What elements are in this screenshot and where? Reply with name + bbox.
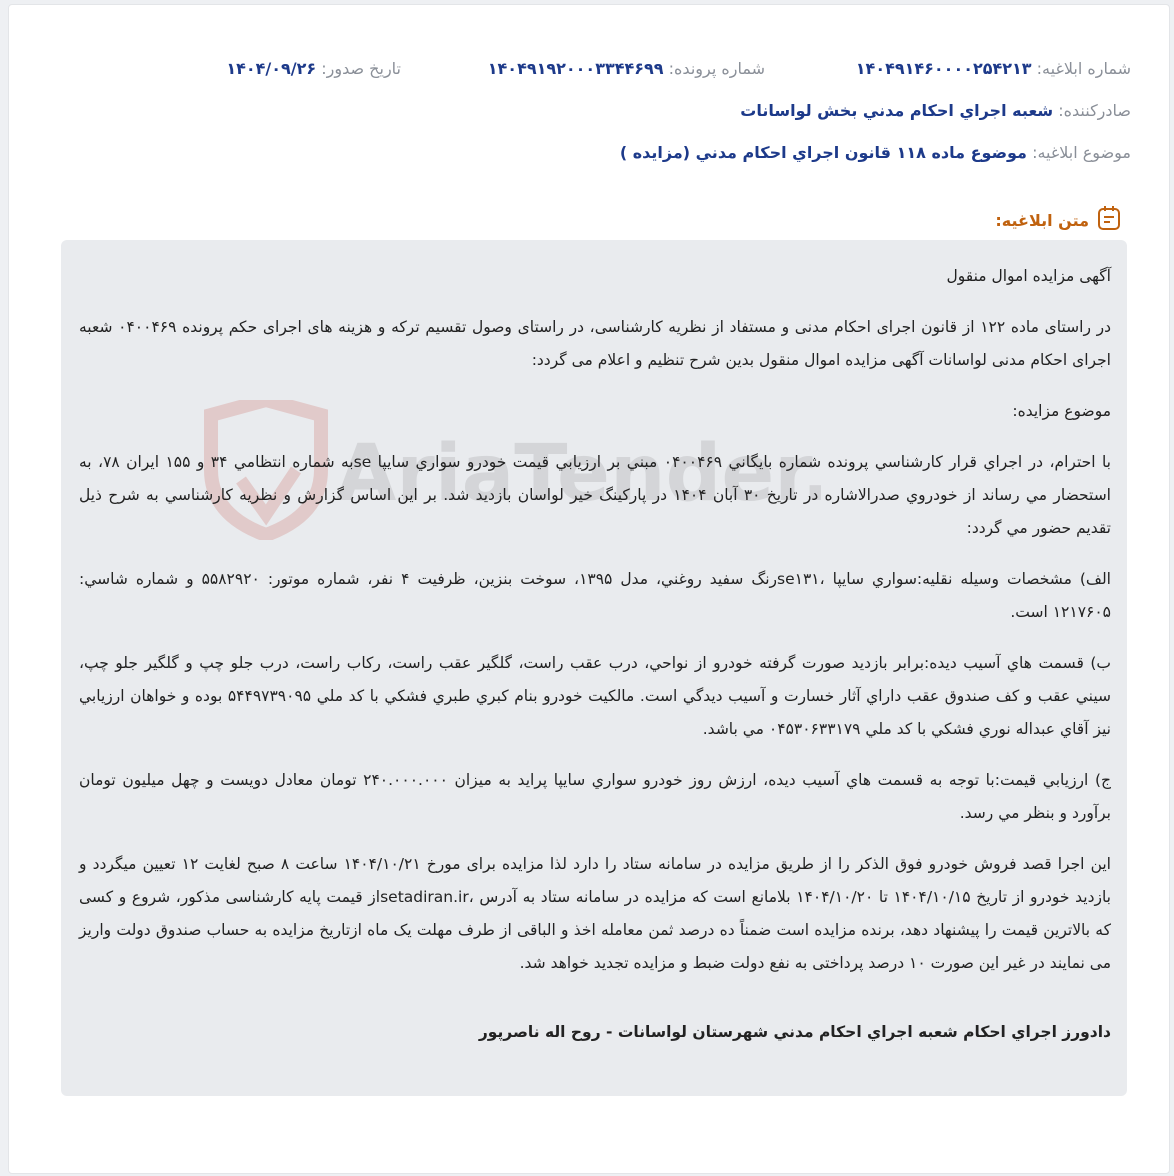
case-number-value: ۱۴۰۴۹۱۹۲۰۰۰۳۳۴۴۶۹۹ bbox=[487, 59, 664, 78]
issuer bbox=[740, 101, 1131, 120]
notice-text bbox=[79, 260, 1111, 1067]
notice-paragraph: موضوع مزایده: bbox=[1012, 402, 1111, 420]
notice-paragraph: این اجرا قصد فروش خودرو فوق الذکر را از طریق مزایده در سامانه ستاد را دارد لذا مزایده برای مورخ ۱۴۰۴/۱۰/۲۱ ساعت ۸ صبح لغایت ۱۲ تعیین میگردد و بازدید خودرو از تاریخ ۱۴۰۴/۱۰/۱۵ تا ۱۴۰۴/۱۰/۲۰ بلامانع است که مزایده در سامانه ستاد به آدرس ،setadiran.irاز قیمت پایه کارشناسی مذکور، شروع و کسی که بالاترین قیمت را پیشنهاد دهد، برنده مزایده است ضمناً ده درصد ثمن معامله اخذ و الباقی از طرف مهلت یک ماه ازتاریخ مزایده به حساب صندوق دولت واریز می نمایند در غیر این صورت ۱۰ درصد پرداختی به نفع دولت ضبط و مزایده تجدید خواهد شد. bbox=[79, 855, 1111, 972]
signature: دادورز اجراي احکام شعبه اجراي احکام مدني شهرستان لواسانات - روح اله ناصرپور bbox=[478, 1023, 1111, 1041]
svg-text:AriaTender.net: AriaTender bbox=[336, 429, 802, 519]
section-title bbox=[995, 205, 1121, 235]
notice-paragraph: در راستای ماده ۱۲۲ از قانون اجرای احکام مدنی و مستفاد از نظریه کارشناسی، در راستای وصول تقسیم ترکه و هزینه های اجرای حکم پرونده ۰۴۰۰۴۶۹ شعبه اجرای احکام مدنی لواسانات آگهی مزایده اموال منقول بدین شرح تنظیم و اعلام می گردد: bbox=[79, 318, 1112, 369]
notice-paragraph: ب) قسمت هاي آسيب ديده:برابر بازديد صورت گرفته خودرو از نواحي، درب عقب راست، گلگير عقب راست، رکاب راست، درب جلو چپ و گلگير جلو چپ، سيني عقب و کف صندوق عقب داراي آثار خسارت و آسيب ديدگي است. مالکيت خودرو بنام کبري طبري فشکي با کد ملي ۵۴۴۹۷۳۹۰۹۵ بوده و خواهان ارزيابي نيز آقاي عبداله نوري فشکي با کد ملي ۰۴۵۳۰۶۳۳۱۷۹ مي باشد. bbox=[79, 654, 1111, 738]
issuer-label: صادرکننده: bbox=[1058, 101, 1131, 120]
notice-number-label: شماره ابلاغیه: bbox=[1036, 59, 1131, 78]
issue-date-label: تاریخ صدور: bbox=[321, 59, 401, 78]
case-number bbox=[488, 59, 765, 78]
notice-paragraph: الف) مشخصات وسيله نقليه:سواري سايپا ،se۱۳۱رنگ سفيد روغني، مدل ۱۳۹۵، سوخت بنزين، ظرفيت ۴ نفر، شماره موتور: ۵۵۸۲۹۲۰ و شماره شاسي: ۱۲۱۷۶۰۵ است. bbox=[79, 570, 1111, 621]
notice-paragraph: ج) ارزيابي قيمت:با توجه به قسمت هاي آسيب ديده، ارزش روز خودرو سواري سايپا پرايد به ميزان ۲۴۰.۰۰۰.۰۰۰ تومان معادل دويست و چهل ميليون تومان برآورد و بنظر مي رسد. bbox=[79, 771, 1111, 822]
notice-card bbox=[8, 4, 1170, 1174]
subject-label: موضوع ابلاغیه: bbox=[1032, 143, 1131, 162]
issue-date bbox=[226, 59, 401, 78]
notice-number bbox=[856, 59, 1131, 78]
notice-number-value: ۱۴۰۴۹۱۴۶۰۰۰۰۲۵۴۲۱۳ bbox=[855, 59, 1032, 78]
subject-value: موضوع ماده ۱۱۸ قانون اجراي احکام مدني (مزايده ) bbox=[619, 143, 1027, 162]
case-number-label: شماره پرونده: bbox=[668, 59, 765, 78]
notice-paragraph: با احترام، در اجراي قرار کارشناسي پرونده شماره بايگاني ۰۴۰۰۴۶۹ مبني بر ارزيابي قيمت خودرو سواري سايپا seبه شماره انتظامي ۳۴ و ۱۵۵ ايران ۷۸، به استحضار مي رساند از خودروي صدرالاشاره در تاريخ ۳۰ آبان ۱۴۰۴ در پارکينگ خير لواسان بازديد شد. بر اين اساس گزارش و نظريه کارشناسي به شرح ذيل تقديم حضور مي گردد: bbox=[79, 453, 1111, 537]
notepad-icon bbox=[1097, 205, 1121, 235]
notice-body bbox=[61, 240, 1127, 1096]
notice-heading: آگهی مزایده اموال منقول bbox=[946, 267, 1111, 285]
subject bbox=[620, 143, 1131, 162]
issuer-value: شعبه اجراي احکام مدني بخش لواسانات bbox=[740, 101, 1054, 120]
section-title-text: متن ابلاغیه: bbox=[995, 210, 1089, 230]
issue-date-value: ۱۴۰۴/۰۹/۲۶ bbox=[226, 59, 317, 78]
